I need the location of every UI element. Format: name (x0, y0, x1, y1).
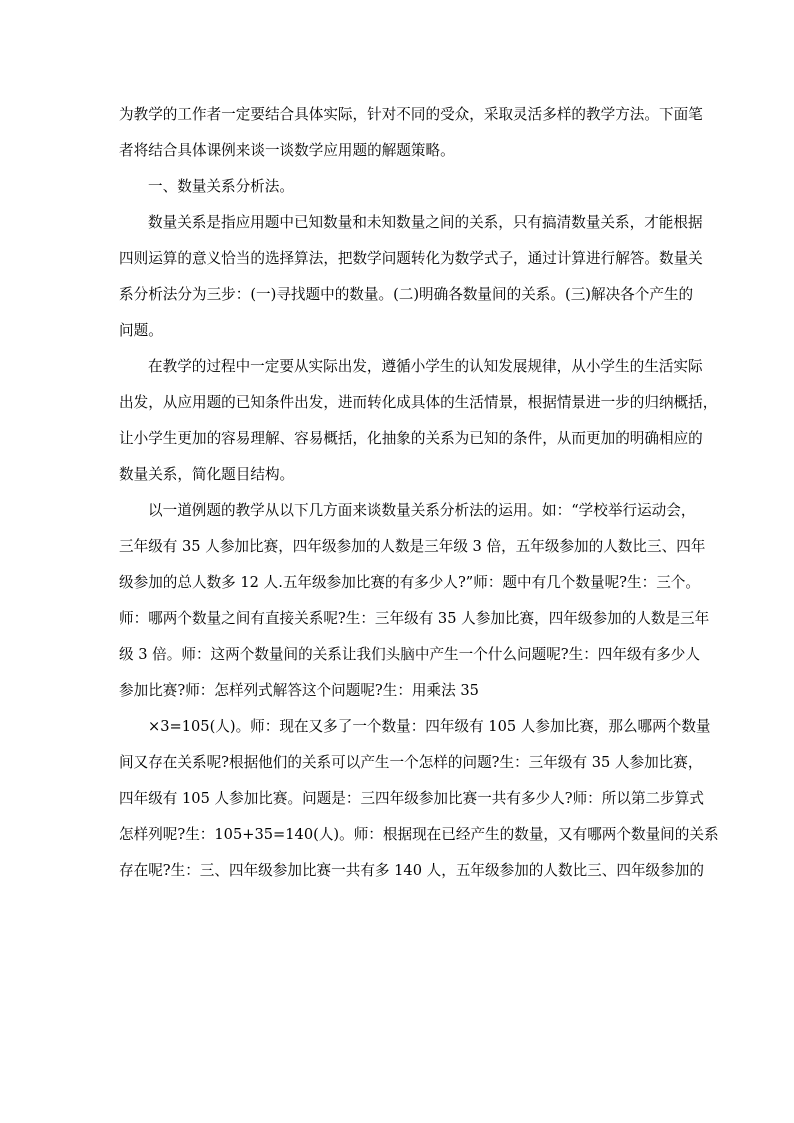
text-line: 怎样列呢?生：105+35=140(人)。师：根据现在已经产生的数量，又有哪两个数量间的关系 (119, 826, 719, 843)
document-body (119, 103, 719, 895)
text-line: 出发，从应用题的已知条件出发，进而转化成具体的生活情景，根据情景进一步的归纳概括， (119, 394, 718, 411)
text-line: 三年级有 35 人参加比赛，四年级参加的人数是三年级 3 倍，五年级参加的人数比三、四年 (119, 538, 706, 555)
text-line: 级 3 倍。师：这两个数量间的关系让我们头脑中产生一个什么问题呢?生：四年级有多少人 (119, 646, 700, 663)
text-line: 在教学的过程中一定要从实际出发，遵循小学生的认知发展规律，从小学生的生活实际 (148, 358, 703, 375)
text-line: 为教学的工作者一定要结合具体实际，针对不同的受众，采取灵活多样的教学方法。下面笔 (119, 106, 703, 123)
text-line: 参加比赛?师：怎样列式解答这个问题呢?生：用乘法 35 (119, 682, 479, 699)
text-line: 问题。 (119, 322, 163, 339)
text-line: 系分析法分为三步：(一)寻找题中的数量。(二)明确各数量间的关系。(三)解决各个产生的 (119, 286, 694, 303)
text-line: 以一道例题的教学从以下几方面来谈数量关系分析法的运用。如：“学校举行运动会， (148, 502, 696, 519)
text-line: 数量关系，简化题目结构。 (119, 466, 295, 483)
section-heading: 一、数量关系分析法。 (148, 178, 294, 195)
text-line: 数量关系是指应用题中已知数量和未知数量之间的关系，只有搞清数量关系，才能根据 (148, 214, 703, 231)
text-line: 让小学生更加的容易理解、容易概括，化抽象的关系为已知的条件，从而更加的明确相应的 (119, 430, 703, 447)
text-line: 存在呢?生：三、四年级参加比赛一共有多 140 人，五年级参加的人数比三、四年级参加的 (119, 862, 704, 879)
text-line: 者将结合具体课例来谈一谈数学应用题的解题策略。 (119, 142, 455, 159)
text-line: 级参加的总人数多 12 人.五年级参加比赛的有多少人?”师：题中有几个数量呢?生：三个。 (119, 574, 700, 591)
text-line: 四年级有 105 人参加比赛。问题是：三四年级参加比赛一共有多少人?师：所以第二步算式 (119, 790, 704, 807)
text-line: 师：哪两个数量之间有直接关系呢?生：三年级有 35 人参加比赛，四年级参加的人数是三年 (119, 610, 710, 627)
text-line: 四则运算的意义恰当的选择算法，把数学问题转化为数学式子，通过计算进行解答。数量关 (119, 250, 703, 267)
text-line: 间又存在关系呢?根据他们的关系可以产生一个怎样的问题?生：三年级有 35 人参加比赛， (119, 754, 703, 771)
text-line: ×3=105(人)。师：现在又多了一个数量：四年级有 105 人参加比赛，那么哪两个数量 (148, 718, 711, 735)
